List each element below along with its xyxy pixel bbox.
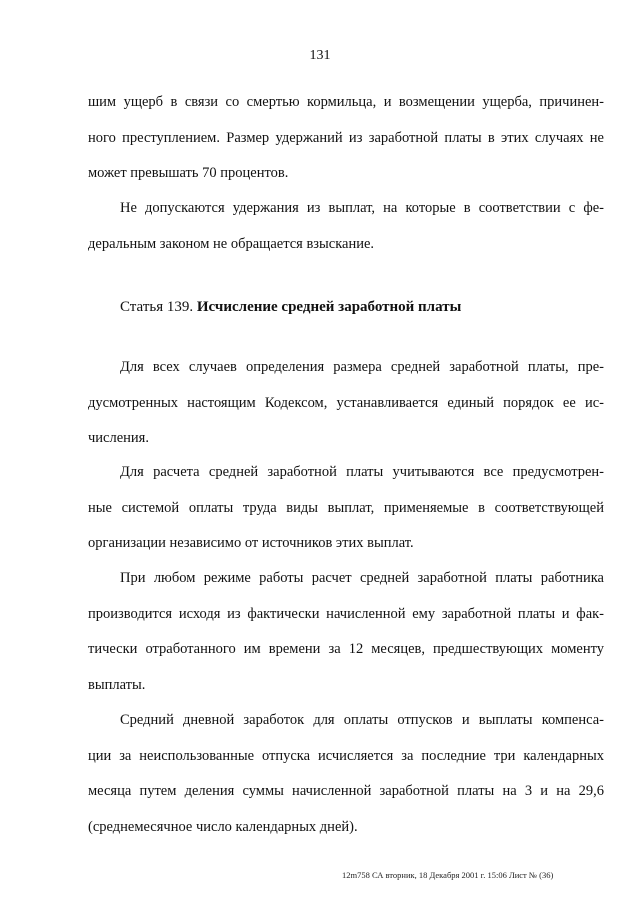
- paragraph-continuation: [88, 85, 604, 192]
- paragraph-payment-types: [88, 455, 604, 562]
- paragraph-vacation-pay: [88, 703, 604, 845]
- paragraph-exemptions: [88, 191, 604, 262]
- document-footer: 12m758 СА вторник, 18 Декабря 2001 г. 15:06 Лист № (36): [342, 870, 554, 880]
- article-number: Статья 139.: [120, 299, 194, 315]
- text-line: (среднемесячное число календарных дней).: [88, 818, 358, 835]
- text-line: тически отработанного им времени за 12 месяцев, предшествующих моменту: [88, 641, 604, 657]
- page-number: 131: [309, 48, 331, 63]
- paragraph-calculation-period: [88, 561, 604, 703]
- text-line: Средний дневной заработок для оплаты отпусков и выплаты компенса-: [120, 712, 604, 728]
- text-line: деральным законом не обращается взыскание.: [88, 235, 375, 252]
- text-line: выплаты.: [88, 676, 146, 693]
- text-line: числения.: [88, 430, 149, 446]
- text-line: месяца путем деления суммы начисленной заработной платы на 3 и на 29,6: [88, 783, 604, 799]
- article-title: Исчисление средней заработной платы: [196, 299, 462, 315]
- text-line: Не допускаются удержания из выплат, на которые в соответствии с фе-: [120, 200, 604, 216]
- text-line: ные системой оплаты труда виды выплат, применяемые в соответствующей: [88, 499, 604, 516]
- text-line: производится исходя из фактически начисленной ему заработной платы и фак-: [88, 605, 604, 622]
- text-line: При любом режиме работы расчет средней заработной платы работника: [120, 570, 604, 586]
- text-line: шим ущерб в связи со смертью кормильца, и возмещении ущерба, причинен-: [88, 94, 604, 110]
- text-line: организации независимо от источников этих выплат.: [88, 535, 414, 551]
- text-line: может превышать 70 процентов.: [88, 165, 289, 181]
- text-line: ции за неиспользованные отпуска исчисляется за последние три календарных: [88, 747, 604, 764]
- text-line: Для всех случаев определения размера средней заработной платы, пре-: [120, 359, 604, 375]
- article-heading: [120, 299, 461, 316]
- text-line: ного преступлением. Размер удержаний из заработной платы в этих случаях не: [88, 129, 604, 146]
- text-line: Для расчета средней заработной платы учитываются все предусмотрен-: [120, 464, 604, 480]
- text-line: дусмотренных настоящим Кодексом, устанавливается единый порядок ее ис-: [88, 394, 604, 411]
- paragraph-single-procedure: [88, 350, 604, 457]
